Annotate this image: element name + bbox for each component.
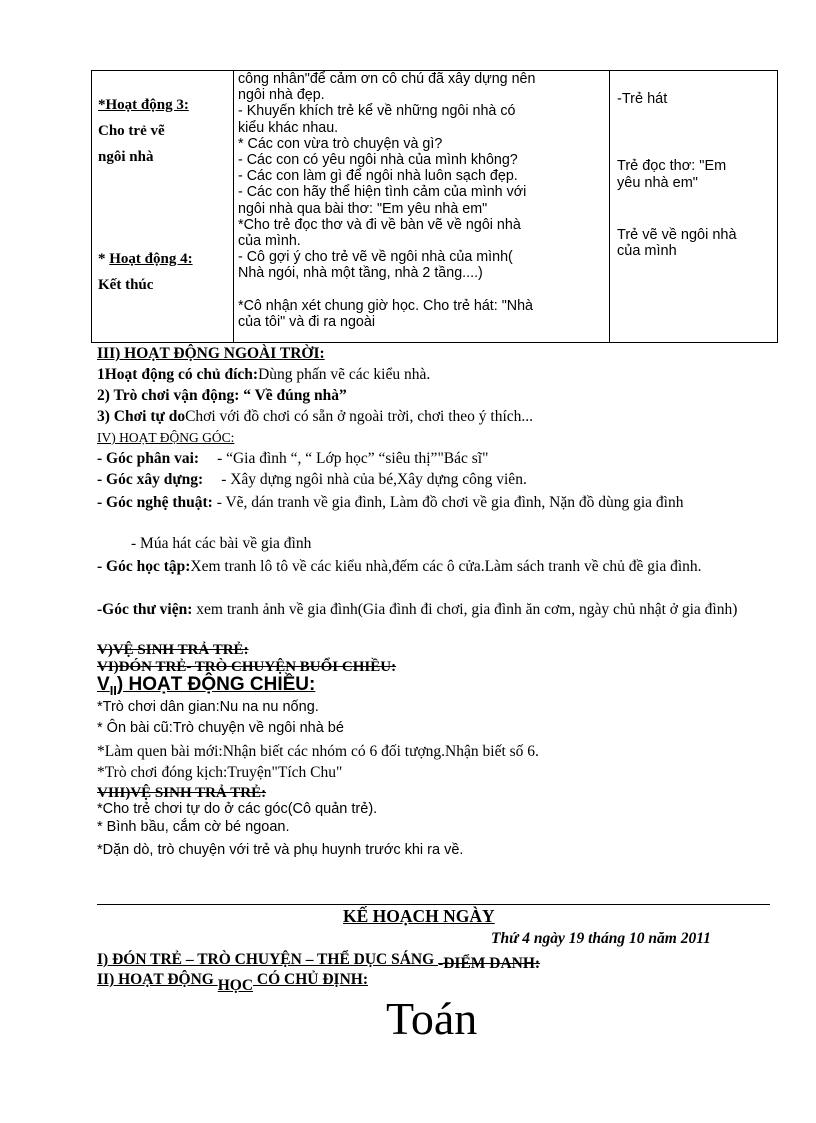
child-line: -Trẻ hát xyxy=(617,91,668,107)
hygiene-2-heading: VIII)VỆ SINH TRẢ TRẺ: xyxy=(97,785,267,801)
content-line: - Các con làm gì để ngôi nhà luôn sạch đẹp. xyxy=(238,168,518,185)
child-line: Trẻ vẽ về ngôi nhà xyxy=(617,227,737,243)
corner-build: - Góc xây dựng: - Xây dựng ngôi nhà của bé,Xây dựng công viên. xyxy=(97,471,527,488)
hygiene-item: * Bình bầu, cắm cờ bé ngoan. xyxy=(97,819,290,835)
corner-role: - Góc phân vai: - “Gia đình “, “ Lớp học” “siêu thị”"Bác sĩ" xyxy=(97,450,489,467)
content-line: - Các con hãy thể hiện tình cảm của mình với xyxy=(238,184,527,201)
corner-library: -Góc thư viện: xem tranh ảnh về gia đình(Gia đình đi chơi, gia đình ăn cơm, ngày chủ nhật ở gia đình) xyxy=(97,601,738,618)
hygiene-heading: V)VỆ SINH TRẢ TRẺ: xyxy=(97,642,249,658)
afternoon-item: * Ôn bài cũ:Trò chuyện về ngôi nhà bé xyxy=(97,720,344,736)
content-line: *Cô nhận xét chung giờ học. Cho trẻ hát: "Nhà xyxy=(238,297,534,314)
plan-section-1: I) ĐÓN TRẺ – TRÒ CHUYỆN – THỂ DỤC SÁNG -ĐIỂM DANH: xyxy=(97,951,541,972)
outdoor-item-2: 2) Trò chơi vận động: “ Về đúng nhà” xyxy=(97,387,347,404)
afternoon-item: *Trò chơi đóng kịch:Truyện"Tích Chu" xyxy=(97,764,343,781)
content-line: - Khuyến khích trẻ kể về những ngôi nhà có xyxy=(238,103,516,120)
content-line: - Cô gợi ý cho trẻ vẽ về ngôi nhà của mình( xyxy=(238,249,513,266)
activity-3-line2: Cho trẻ vẽ xyxy=(98,123,165,139)
divider-line xyxy=(97,904,770,905)
hygiene-item: *Cho trẻ chơi tự do ở các góc(Cô quản trẻ). xyxy=(97,801,378,817)
afternoon-heading: $V_{II}$) HOẠT ĐỘNG CHIỀU: xyxy=(97,674,316,698)
plan-title: KẾ HOẠCH NGÀY xyxy=(343,906,495,926)
plan-section-2: II) HOẠT ĐỘNG HỌC CÓ CHỦ ĐỊNH: xyxy=(97,971,368,994)
child-line: Trẻ đọc thơ: "Em xyxy=(617,158,727,174)
afternoon-item: *Làm quen bài mới:Nhận biết các nhóm có 6 đối tượng.Nhận biết số 6. xyxy=(97,743,539,760)
content-column xyxy=(238,71,610,330)
content-line: * Các con vừa trò chuyện và gì? xyxy=(238,135,443,152)
content-line: kiểu khác nhau. xyxy=(238,119,339,136)
corner-study: - Góc học tập:Xem tranh lô tô về các kiểu nhà,đếm các ô cửa.Làm sách tranh về chủ đề gia đình. xyxy=(97,558,702,575)
content-line: của tôi" và đi ra ngoài xyxy=(238,313,376,330)
outdoor-item-1: 1Hoạt động có chủ đích:Dùng phấn vẽ các kiểu nhà. xyxy=(97,366,431,383)
activity-4-line2: Kết thúc xyxy=(98,277,154,293)
corner-art: - Góc nghệ thuật: - Vẽ, dán tranh về gia đình, Làm đồ chơi về gia đình, Nặn đồ dùng gia đình xyxy=(97,494,684,511)
content-line: *Cho trẻ đọc thơ và đi về bàn vẽ về ngôi nhà xyxy=(238,216,521,233)
content-line xyxy=(238,282,610,298)
activity-3-heading: *Hoạt động 3: xyxy=(98,97,189,113)
table-divider-1 xyxy=(233,71,234,342)
plan-date: Thứ 4 ngày 19 tháng 10 năm 2011 xyxy=(491,930,711,947)
content-line: của mình. xyxy=(238,233,301,250)
content-line: ngôi nhà đẹp. xyxy=(238,87,325,104)
subject-title: Toán xyxy=(386,993,478,1044)
outdoor-item-3: 3) Chơi tự doChơi với đồ chơi có sẵn ở ngoài trời, chơi theo ý thích... xyxy=(97,408,534,425)
outdoor-heading: III) HOẠT ĐỘNG NGOÀI TRỜI: xyxy=(97,345,325,362)
activity-4-heading: * Hoạt động 4: xyxy=(98,251,193,267)
hygiene-item: *Dặn dò, trò chuyện với trẻ và phụ huynh trước khi ra về. xyxy=(97,842,464,858)
child-line: của mình xyxy=(617,243,677,259)
content-line: ngôi nhà qua bài thơ: "Em yêu nhà em" xyxy=(238,200,488,217)
activity-table xyxy=(91,70,778,343)
content-line: - Các con có yêu ngôi nhà của mình không? xyxy=(238,152,518,169)
corner-art-sub: - Múa hát các bài về gia đình xyxy=(131,535,312,552)
child-line: yêu nhà em" xyxy=(617,175,698,191)
corners-heading: IV) HOẠT ĐỘNG GÓC: xyxy=(97,430,235,445)
content-line: công nhân"để cảm ơn cô chú đã xây dựng nên xyxy=(238,71,536,87)
afternoon-item: *Trò chơi dân gian:Nu na nu nống. xyxy=(97,699,319,715)
content-line: Nhà ngói, nhà một tầng, nhà 2 tầng....) xyxy=(238,265,483,282)
activity-3-line3: ngôi nhà xyxy=(98,149,154,165)
afternoon-welcome-heading: VI)ĐÓN TRẺ- TRÒ CHUYỆN BUỔI CHIỀU: xyxy=(97,659,397,675)
